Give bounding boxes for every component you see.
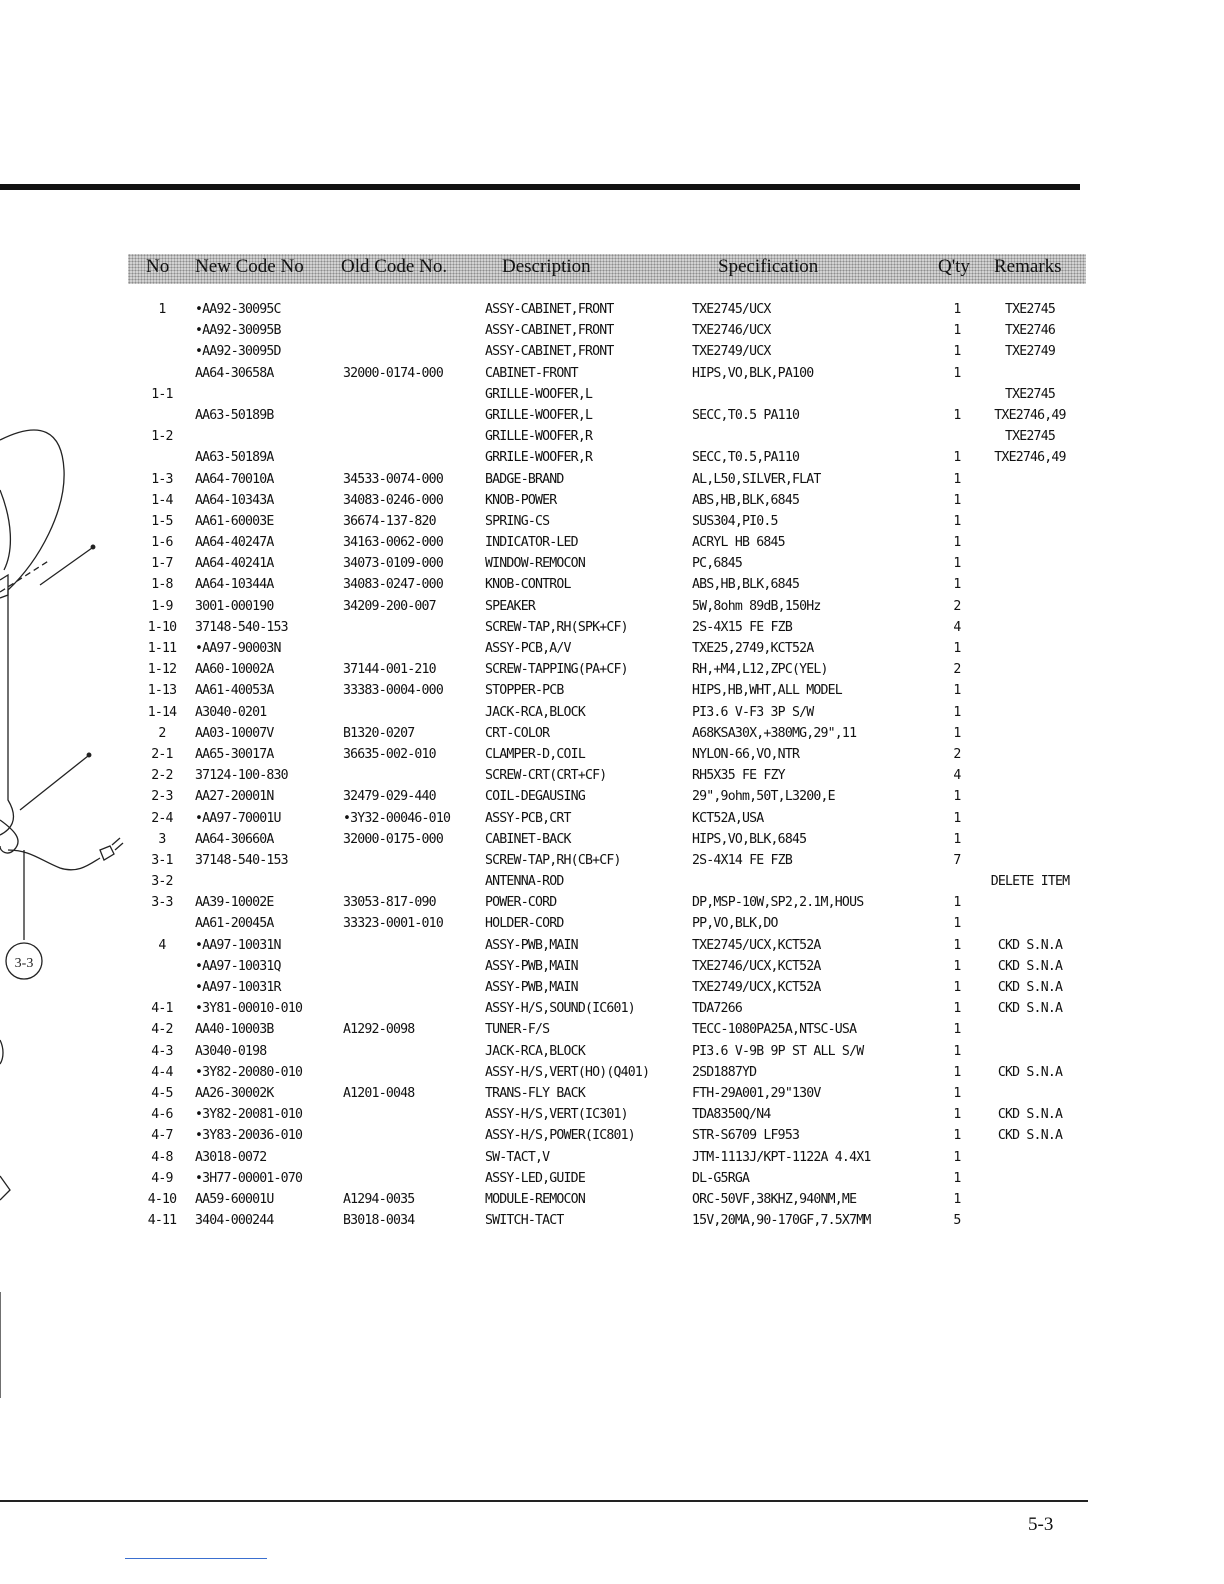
description-cell: CLAMPER-D,COIL — [485, 746, 585, 762]
qty-cell: 1 — [953, 641, 961, 656]
specification-cell: DL-G5RGA — [692, 1170, 750, 1186]
description-cell: SCREW-CRT(CRT+CF) — [485, 768, 607, 784]
description-cell: SWITCH-TACT — [485, 1213, 564, 1229]
qty-cell: 1 — [953, 725, 961, 741]
remarks-cell: TXE2745 — [1005, 386, 1055, 402]
no-cell: 4-8 — [151, 1149, 173, 1165]
description-cell: ASSY-CABINET,FRONT — [485, 344, 614, 360]
specification-cell: TDA8350Q/N4 — [692, 1107, 771, 1123]
no-cell: 4-4 — [151, 1064, 173, 1080]
table-row — [0, 660, 1100, 681]
old-code-cell: B3018-0034 — [343, 1213, 415, 1229]
no-cell: 4-11 — [147, 1213, 177, 1229]
description-cell: WINDOW-REMOCON — [485, 556, 585, 572]
old-code-cell: 32000-0175-000 — [343, 831, 443, 847]
description-cell: ASSY-PCB,A/V — [485, 641, 571, 656]
qty-cell: 1 — [953, 831, 961, 847]
specification-cell: ABS,HB,BLK,6845 — [692, 577, 800, 593]
footer-line — [125, 1558, 267, 1559]
no-cell: 4 — [158, 937, 166, 953]
new-code-cell: •AA97-10031N — [195, 937, 281, 953]
no-cell: 4-5 — [151, 1085, 173, 1101]
qty-cell: 1 — [953, 704, 961, 720]
specification-cell: 15V,20MA,90-170GF,7.5X7MM — [692, 1213, 871, 1229]
new-code-cell: •AA92-30095C — [195, 302, 281, 317]
header-old-code: Old Code No. — [341, 256, 448, 277]
remarks-cell: CKD S.N.A — [997, 980, 1063, 995]
qty-cell: 2 — [953, 662, 961, 678]
description-cell: SW-TACT,V — [485, 1149, 550, 1165]
top-rule — [0, 184, 1080, 190]
new-code-cell: AA64-70010A — [195, 471, 274, 487]
header-no: No — [146, 256, 170, 277]
description-cell: KNOB-CONTROL — [485, 577, 571, 593]
specification-cell: PP,VO,BLK,DO — [692, 916, 778, 932]
new-code-cell: A3040-0201 — [195, 704, 267, 720]
table-row — [0, 406, 1100, 427]
callout-3-3-label: 3-3 — [14, 956, 34, 971]
table-row — [0, 554, 1100, 575]
specification-cell: TXE25,2749,KCT52A — [692, 641, 814, 656]
description-cell: HOLDER-CORD — [485, 916, 564, 932]
table-row — [0, 978, 1100, 999]
no-cell: 1-8 — [151, 577, 173, 593]
description-cell: ANTENNA-ROD — [485, 874, 564, 890]
qty-cell: 1 — [953, 344, 961, 360]
new-code-cell: AA64-10344A — [195, 577, 274, 593]
remarks-cell: TXE2746,49 — [994, 407, 1066, 423]
table-row — [0, 936, 1100, 957]
no-cell: 4-7 — [151, 1128, 173, 1144]
specification-cell: TECC-1080PA25A,NTSC-USA — [692, 1022, 857, 1038]
qty-cell: 4 — [953, 619, 961, 635]
new-code-cell: AA39-10002E — [195, 895, 274, 911]
new-code-cell: •AA97-10031R — [195, 980, 281, 995]
header-remarks: Remarks — [994, 256, 1062, 277]
new-code-cell: 3001-000190 — [195, 598, 274, 614]
qty-cell: 1 — [953, 1085, 961, 1101]
no-cell: 3-1 — [151, 852, 173, 868]
qty-cell: 2 — [953, 598, 961, 614]
no-cell: 2-2 — [151, 768, 173, 784]
specification-cell: AL,L50,SILVER,FLAT — [692, 471, 821, 487]
table-row — [0, 575, 1100, 596]
new-code-cell: 37124-100-830 — [195, 768, 288, 784]
old-code-cell: 33053-817-090 — [343, 895, 436, 911]
table-row — [0, 787, 1100, 808]
new-code-cell: AA61-20045A — [195, 916, 274, 932]
no-cell: 3 — [158, 831, 166, 847]
no-cell: 2-3 — [151, 789, 173, 805]
specification-cell: SUS304,PI0.5 — [692, 513, 778, 529]
no-cell: 1-1 — [151, 386, 173, 402]
new-code-cell: AA64-10343A — [195, 492, 274, 508]
remarks-cell: TXE2746,49 — [994, 450, 1066, 466]
new-code-cell: AA64-30658A — [195, 365, 274, 381]
table-row — [0, 999, 1100, 1020]
qty-cell: 1 — [953, 407, 961, 423]
old-code-cell: •3Y32-00046-010 — [343, 810, 451, 826]
specification-cell: HIPS,HB,WHT,ALL MODEL — [692, 683, 842, 699]
qty-cell: 7 — [953, 852, 961, 868]
qty-cell: 1 — [953, 1001, 961, 1017]
table-row — [0, 1042, 1100, 1063]
qty-cell: 1 — [953, 895, 961, 911]
new-code-cell: •AA97-90003N — [195, 641, 281, 656]
table-row — [0, 830, 1100, 851]
description-cell: GRILLE-WOOFER,R — [485, 429, 593, 445]
new-code-cell: AA61-60003E — [195, 513, 274, 529]
specification-cell: DP,MSP-10W,SP2,2.1M,HOUS — [692, 895, 864, 911]
description-cell: ASSY-H/S,POWER(IC801) — [485, 1128, 635, 1144]
new-code-cell: AA60-10002A — [195, 662, 274, 678]
table-row — [0, 1105, 1100, 1126]
table-row — [0, 1020, 1100, 1041]
description-cell: ASSY-PWB,MAIN — [485, 937, 578, 953]
table-row — [0, 533, 1100, 554]
specification-cell: 29",9ohm,50T,L3200,E — [692, 789, 835, 805]
table-row — [0, 512, 1100, 533]
specification-cell: TXE2749/UCX,KCT52A — [692, 980, 821, 995]
table-row — [0, 364, 1100, 385]
old-code-cell: 33383-0004-000 — [343, 683, 443, 699]
remarks-cell: TXE2745 — [1005, 429, 1055, 445]
specification-cell: NYLON-66,VO,NTR — [692, 746, 800, 762]
no-cell: 1-3 — [151, 471, 173, 487]
qty-cell: 2 — [953, 746, 961, 762]
no-cell: 1-10 — [147, 619, 177, 635]
description-cell: STOPPER-PCB — [485, 683, 564, 699]
remarks-cell: TXE2746 — [1005, 323, 1055, 339]
remarks-cell: CKD S.N.A — [997, 1064, 1063, 1080]
table-row — [0, 385, 1100, 406]
no-cell: 4-6 — [151, 1107, 173, 1123]
table-row — [0, 618, 1100, 639]
qty-cell: 1 — [953, 556, 961, 572]
no-cell: 4-9 — [151, 1170, 173, 1186]
new-code-cell: •3Y81-00010-010 — [195, 1001, 303, 1017]
qty-cell: 1 — [953, 1022, 961, 1038]
qty-cell: 1 — [953, 513, 961, 529]
description-cell: TRANS-FLY BACK — [485, 1085, 585, 1101]
table-row — [0, 597, 1100, 618]
table-row — [0, 300, 1100, 321]
table-row — [0, 1190, 1100, 1211]
qty-cell: 1 — [953, 471, 961, 487]
qty-cell: 5 — [953, 1213, 961, 1229]
new-code-cell: AA40-10003B — [195, 1022, 274, 1038]
old-code-cell: A1294-0035 — [343, 1191, 415, 1207]
description-cell: ASSY-PWB,MAIN — [485, 958, 578, 974]
new-code-cell: A3040-0198 — [195, 1043, 267, 1059]
specification-cell: 5W,8ohm 89dB,150Hz — [692, 598, 821, 614]
remarks-cell: CKD S.N.A — [997, 1001, 1063, 1017]
table-row — [0, 1211, 1100, 1232]
old-code-cell: 33323-0001-010 — [343, 916, 443, 932]
old-code-cell: 32000-0174-000 — [343, 365, 443, 381]
specification-cell: RH5X35 FE FZY — [692, 768, 785, 784]
specification-cell: TXE2745/UCX,KCT52A — [692, 937, 821, 953]
description-cell: JACK-RCA,BLOCK — [485, 1043, 585, 1059]
new-code-cell: AA26-30002K — [195, 1085, 274, 1101]
new-code-cell: AA64-40247A — [195, 535, 274, 551]
new-code-cell: AA64-30660A — [195, 831, 274, 847]
specification-cell: RH,+M4,L12,ZPC(YEL) — [692, 662, 828, 678]
no-cell: 3-2 — [151, 874, 173, 890]
old-code-cell: 36674-137-820 — [343, 513, 436, 529]
new-code-cell: AA64-40241A — [195, 556, 274, 572]
specification-cell: TXE2745/UCX — [692, 302, 771, 317]
table-row — [0, 491, 1100, 512]
description-cell: ASSY-CABINET,FRONT — [485, 302, 614, 317]
header-specification: Specification — [718, 256, 819, 277]
remarks-cell: CKD S.N.A — [997, 937, 1063, 953]
qty-cell: 1 — [953, 1043, 961, 1059]
table-row — [0, 1126, 1100, 1147]
description-cell: ASSY-LED,GUIDE — [485, 1170, 585, 1186]
no-cell: 1-13 — [147, 683, 177, 699]
qty-cell: 1 — [953, 450, 961, 466]
new-code-cell: •3Y83-20036-010 — [195, 1128, 303, 1144]
no-cell: 4-10 — [147, 1191, 177, 1207]
description-cell: ASSY-PCB,CRT — [485, 810, 571, 826]
new-code-cell: •AA97-70001U — [195, 810, 281, 826]
description-cell: JACK-RCA,BLOCK — [485, 704, 585, 720]
table-row — [0, 639, 1100, 660]
new-code-cell: AA27-20001N — [195, 789, 274, 805]
new-code-cell: AA03-10007V — [195, 725, 274, 741]
specification-cell: A68KSA30X,+380MG,29",11 — [692, 725, 857, 741]
no-cell: 1-14 — [147, 704, 177, 720]
specification-cell: TDA7266 — [692, 1001, 742, 1017]
description-cell: SCREW-TAPPING(PA+CF) — [485, 662, 628, 678]
remarks-cell: CKD S.N.A — [997, 1107, 1063, 1123]
specification-cell: 2SD1887YD — [692, 1064, 757, 1080]
qty-cell: 1 — [953, 1170, 961, 1186]
specification-cell: SECC,T0.5,PA110 — [692, 450, 800, 466]
qty-cell: 1 — [953, 1191, 961, 1207]
table-row — [0, 1169, 1100, 1190]
qty-cell: 1 — [953, 302, 961, 317]
table-row — [0, 681, 1100, 702]
header-description: Description — [502, 256, 591, 277]
no-cell: 2-1 — [151, 746, 173, 762]
description-cell: GRILLE-WOOFER,L — [485, 386, 593, 402]
description-cell: ASSY-PWB,MAIN — [485, 980, 578, 995]
remarks-cell: TXE2745 — [1005, 302, 1055, 317]
no-cell: 1-12 — [147, 662, 177, 678]
specification-cell: ACRYL HB 6845 — [692, 535, 785, 551]
table-row — [0, 470, 1100, 491]
description-cell: BADGE-BRAND — [485, 471, 564, 487]
specification-cell: TXE2746/UCX — [692, 323, 771, 339]
old-code-cell: 34083-0247-000 — [343, 577, 443, 593]
no-cell: 1-5 — [151, 513, 173, 529]
specification-cell: SECC,T0.5 PA110 — [692, 407, 800, 423]
specification-cell: ABS,HB,BLK,6845 — [692, 492, 800, 508]
no-cell: 2-4 — [151, 810, 173, 826]
page-number: 5-3 — [1028, 1514, 1054, 1535]
qty-cell: 1 — [953, 916, 961, 932]
specification-cell: 2S-4X14 FE FZB — [692, 852, 792, 868]
no-cell: 4-2 — [151, 1022, 173, 1038]
no-cell: 1-7 — [151, 556, 173, 572]
table-row — [0, 724, 1100, 745]
description-cell: ASSY-CABINET,FRONT — [485, 323, 614, 339]
specification-cell: ORC-50VF,38KHZ,940NM,ME — [692, 1191, 857, 1207]
old-code-cell: 34209-200-007 — [343, 598, 436, 614]
qty-cell: 1 — [953, 1064, 961, 1080]
old-code-cell: 34073-0109-000 — [343, 556, 443, 572]
description-cell: CABINET-BACK — [485, 831, 571, 847]
description-cell: SPEAKER — [485, 598, 535, 614]
qty-cell: 1 — [953, 1149, 961, 1165]
old-code-cell: B1320-0207 — [343, 725, 415, 741]
header-qty: Q'ty — [938, 256, 970, 277]
qty-cell: 1 — [953, 577, 961, 593]
header-new-code: New Code No — [195, 256, 304, 277]
description-cell: TUNER-F/S — [485, 1022, 550, 1038]
no-cell: 1-4 — [151, 492, 173, 508]
old-code-cell: 32479-029-440 — [343, 789, 436, 805]
remarks-cell: DELETE ITEM — [990, 874, 1070, 890]
table-row — [0, 1084, 1100, 1105]
qty-cell: 1 — [953, 810, 961, 826]
description-cell: SPRING-CS — [485, 513, 550, 529]
old-code-cell: A1201-0048 — [343, 1085, 415, 1101]
table-row — [0, 1063, 1100, 1084]
description-cell: MODULE-REMOCON — [485, 1191, 585, 1207]
specification-cell: PI3.6 V-9B 9P ST ALL S/W — [692, 1043, 864, 1059]
new-code-cell: AA63-50189A — [195, 450, 274, 466]
table-row — [0, 851, 1100, 872]
description-cell: KNOB-POWER — [485, 492, 557, 508]
table-row — [0, 766, 1100, 787]
new-code-cell: AA61-40053A — [195, 683, 274, 699]
description-cell: COIL-DEGAUSING — [485, 789, 585, 805]
description-cell: ASSY-H/S,SOUND(IC601) — [485, 1001, 635, 1017]
bottom-rule — [0, 1500, 1088, 1502]
description-cell: CABINET-FRONT — [485, 365, 578, 381]
specification-cell: TXE2749/UCX — [692, 344, 771, 360]
table-row — [0, 703, 1100, 724]
no-cell: 1-9 — [151, 598, 173, 614]
qty-cell: 1 — [953, 365, 961, 381]
specification-cell: JTM-1113J/KPT-1122A 4.4X1 — [692, 1149, 871, 1165]
specification-cell: HIPS,VO,BLK,6845 — [692, 831, 807, 847]
new-code-cell: •3Y82-20080-010 — [195, 1064, 303, 1080]
qty-cell: 1 — [953, 1107, 961, 1123]
no-cell: 1-2 — [151, 429, 173, 445]
description-cell: INDICATOR-LED — [485, 535, 578, 551]
old-code-cell: 36635-002-010 — [343, 746, 436, 762]
new-code-cell: •AA97-10031Q — [195, 958, 281, 974]
remarks-cell: TXE2749 — [1005, 344, 1055, 360]
no-cell: 1-11 — [147, 641, 177, 656]
old-code-cell: 34533-0074-000 — [343, 471, 443, 487]
new-code-cell: AA65-30017A — [195, 746, 274, 762]
qty-cell: 1 — [953, 323, 961, 339]
specification-cell: KCT52A,USA — [692, 810, 764, 826]
table-row — [0, 893, 1100, 914]
qty-cell: 1 — [953, 937, 961, 953]
new-code-cell: •3H77-00001-070 — [195, 1170, 303, 1186]
no-cell: 2 — [158, 725, 166, 741]
description-cell: POWER-CORD — [485, 895, 557, 911]
new-code-cell: AA59-60001U — [195, 1191, 274, 1207]
table-row — [0, 957, 1100, 978]
table-row — [0, 745, 1100, 766]
specification-cell: PI3.6 V-F3 3P S/W — [692, 704, 814, 720]
no-cell: 1 — [158, 302, 166, 317]
description-cell: ASSY-H/S,VERT(IC301) — [485, 1107, 628, 1123]
old-code-cell: A1292-0098 — [343, 1022, 415, 1038]
description-cell: ASSY-H/S,VERT(HO)(Q401) — [485, 1064, 650, 1080]
qty-cell: 1 — [953, 1128, 961, 1144]
old-code-cell: 34083-0246-000 — [343, 492, 443, 508]
table-row — [0, 1148, 1100, 1169]
table-row — [0, 914, 1100, 935]
qty-cell: 1 — [953, 492, 961, 508]
new-code-cell: A3018-0072 — [195, 1149, 267, 1165]
old-code-cell: 37144-001-210 — [343, 662, 436, 678]
old-code-cell: 34163-0062-000 — [343, 535, 443, 551]
qty-cell: 1 — [953, 789, 961, 805]
description-cell: GRILLE-WOOFER,L — [485, 407, 593, 423]
description-cell: CRT-COLOR — [485, 725, 550, 741]
table-row — [0, 342, 1100, 363]
qty-cell: 1 — [953, 683, 961, 699]
description-cell: SCREW-TAP,RH(CB+CF) — [485, 852, 621, 868]
specification-cell: TXE2746/UCX,KCT52A — [692, 958, 821, 974]
no-cell: 4-1 — [151, 1001, 173, 1017]
description-cell: GRRILE-WOOFER,R — [485, 450, 593, 466]
new-code-cell: AA63-50189B — [195, 407, 274, 423]
description-cell: SCREW-TAP,RH(SPK+CF) — [485, 619, 628, 635]
new-code-cell: •3Y82-20081-010 — [195, 1107, 303, 1123]
new-code-cell: 37148-540-153 — [195, 619, 288, 635]
specification-cell: STR-S6709 LF953 — [692, 1128, 800, 1144]
table-row — [0, 809, 1100, 830]
no-cell: 3-3 — [151, 895, 173, 911]
table-row — [0, 321, 1100, 342]
new-code-cell: 3404-000244 — [195, 1213, 274, 1229]
table-row — [0, 427, 1100, 448]
no-cell: 1-6 — [151, 535, 173, 551]
qty-cell: 1 — [953, 958, 961, 974]
table-row — [0, 872, 1100, 893]
specification-cell: FTH-29A001,29"130V — [692, 1085, 821, 1101]
qty-cell: 4 — [953, 768, 961, 784]
new-code-cell: •AA92-30095B — [195, 323, 281, 339]
specification-cell: PC,6845 — [692, 556, 742, 572]
remarks-cell: CKD S.N.A — [997, 1128, 1063, 1144]
qty-cell: 1 — [953, 535, 961, 551]
table-row — [0, 448, 1100, 469]
qty-cell: 1 — [953, 980, 961, 995]
specification-cell: HIPS,VO,BLK,PA100 — [692, 365, 814, 381]
no-cell: 4-3 — [151, 1043, 173, 1059]
remarks-cell: CKD S.N.A — [997, 958, 1063, 974]
new-code-cell: •AA92-30095D — [195, 344, 281, 360]
parts-list-table — [0, 300, 1100, 1232]
specification-cell: 2S-4X15 FE FZB — [692, 619, 792, 635]
new-code-cell: 37148-540-153 — [195, 852, 288, 868]
